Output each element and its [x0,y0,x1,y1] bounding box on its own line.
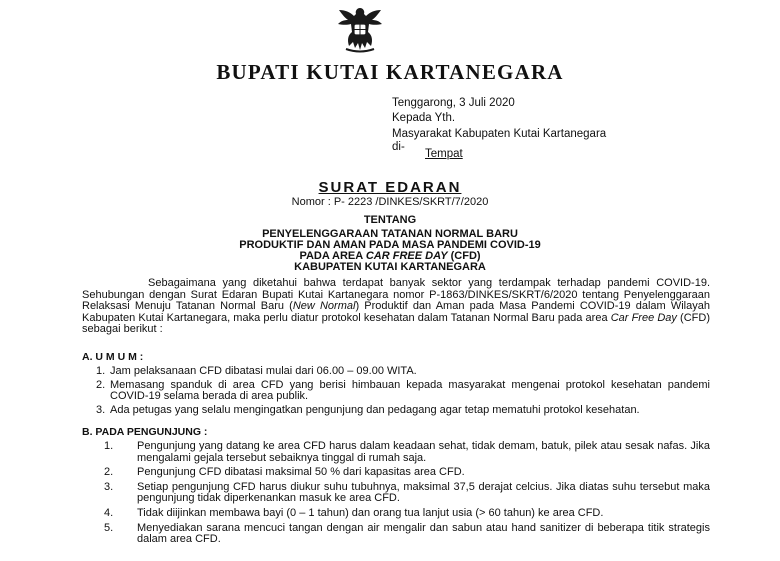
subject-line-2: PRODUKTIF DAN AMAN PADA MASA PANDEMI COVID-19 [239,239,541,251]
place-date: Tenggarong, 3 Juli 2020 [392,97,515,109]
garuda-emblem [336,2,384,54]
section-a-list [82,366,710,418]
list-item: 3. Setiap pengunjung CFD harus diukur suhu tubuhnya, maksimal 37,5 derajat celcius. Jika diatas suhu tersebut maka pengunjung tidak diperkenankan masuk ke area CFD. [104,480,710,505]
recipient: Masyarakat Kabupaten Kutai Kartanegara [392,128,607,140]
subject-line-3: PADA AREA CAR FREE DAY (CFD) [299,250,481,262]
section-b-heading: B. PADA PENGUNJUNG : [82,426,208,438]
list-item: 5. Menyediakan sarana mencuci tangan dengan air mengalir dan sabun atau hand sanitizer di beberapa titik strategis dalam area CFD. [104,521,710,546]
regent-title: BUPATI KUTAI KARTANEGARA [216,60,564,84]
list-item: 2. Pengunjung CFD dibatasi maksimal 50 % dari kapasitas area CFD. [104,466,465,479]
list-item: 3. Ada petugas yang selalu mengingatkan pengunjung dan pedagang agar tetap mematuhi protokol kesehatan. [96,403,640,416]
subject-line-1: PENYELENGGARAAN TATANAN NORMAL BARU [262,228,518,240]
to-label: Kepada Yth. [392,112,456,124]
list-item: 4. Tidak diijinkan membawa bayi (0 – 1 tahun) dan orang tua lanjut usia (> 60 tahun) ke area CFD. [104,506,604,519]
list-item: 1. Pengunjung yang datang ke area CFD harus dalam keadaan sehat, tidak demam, batuk, pilek atau sesak nafas. Jika mengalami gejala tersebut sebaiknya tinggal di rumah saja. [104,440,710,464]
place-text: Tempat [425,148,463,160]
list-item: 1. Jam pelaksanaan CFD dibatasi mulai dari 06.00 – 09.00 WITA. [96,365,417,377]
letter-title: SURAT EDARAN [318,179,462,196]
section-a-heading: A. U M U M : [82,351,144,363]
intro-paragraph: Sebagaimana yang diketahui bahwa terdapat banyak sektor yang terdampak terhadap pandemi COVID-19. Sehubungan dengan Surat Edaran Bupati Kutai Kartanegara nomor P-1863/DINKES/SKRT/6/2020 tentang Penyelenggaraan Relaksasi Menuju Tatanan Normal Baru (New Normal) Produktif dan Aman pada Masa Pandemi COVID-19 dalam Wilayah Kabupaten Kutai Kartanegara, maka perlu diatur protokol kesehatan dalam Tatanan Normal Baru pada area Car Free Day (CFD) sebagai berikut : [82,277,710,336]
letter-number: Nomor : P- 2223 /DINKES/SKRT/7/2020 [291,196,489,208]
about-label: TENTANG [363,214,417,226]
at-label: di- [392,141,405,153]
list-item: 2. Memasang spanduk di area CFD yang berisi himbauan kepada masyarakat mengenai protokol kesehatan pandemi COVID-19 selama berada di area publik. [96,378,710,403]
subject-line-4: KABUPATEN KUTAI KARTANEGARA [294,261,486,273]
section-b-list [82,441,710,549]
